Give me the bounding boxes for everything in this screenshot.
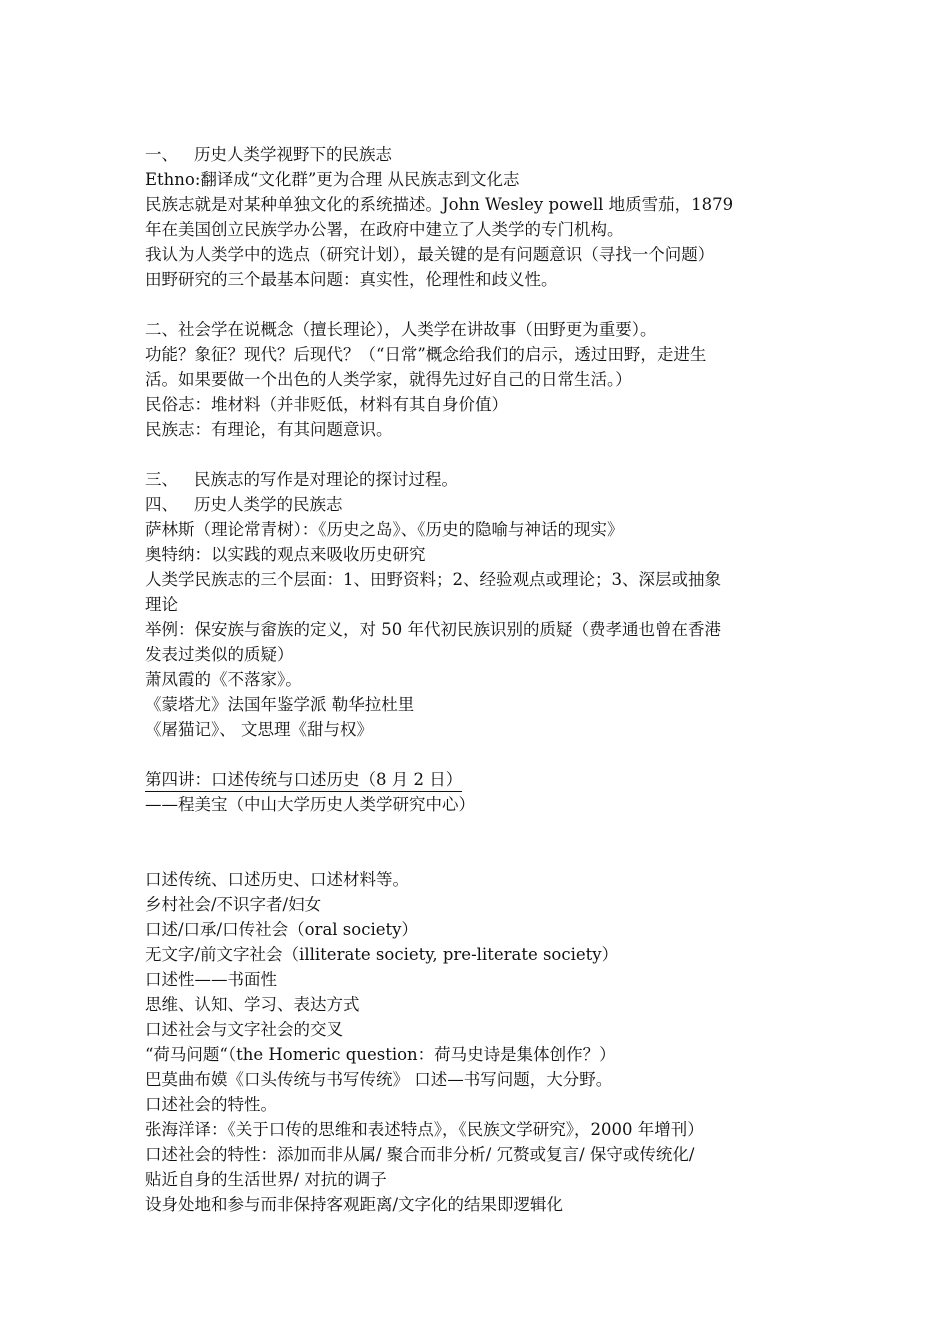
paragraph-line: 萨林斯（理论常青树）：《历史之岛》、《历史的隐喻与神话的现实》 (145, 520, 624, 539)
heading-text: 历史人类学视野下的民族志 (194, 145, 392, 164)
lecture-title-line (145, 767, 815, 792)
paragraph-line: Ethno:翻译成“文化群”更为合理 从民族志到文化志 (145, 170, 520, 189)
blank-line (145, 442, 815, 467)
section-heading (145, 492, 815, 517)
paragraph-line: “荷马问题“（the Homeric question：荷马史诗是集体创作？） (145, 1045, 616, 1064)
paragraph-line: 萧凤霞的《不落家》。 (145, 670, 302, 689)
paragraph-line: 功能？象征？现代？后现代？（“日常”概念给我们的启示，透过田野，走进生 (145, 345, 707, 364)
heading-number: 三、 (145, 470, 178, 489)
paragraph-line: 民族志：有理论，有其问题意识。 (145, 420, 393, 439)
paragraph-line: 年在美国创立民族学办公署，在政府中建立了人类学的专门机构。 (145, 220, 624, 239)
paragraph-line: 设身处地和参与而非保持客观距离/文字化的结果即逻辑化 (145, 1195, 564, 1214)
blank-line (145, 817, 815, 867)
paragraph-line: 奥特纳：以实践的观点来吸收历史研究 (145, 545, 426, 564)
paragraph-line: 《蒙塔尤》法国年鉴学派 勒华拉杜里 (145, 695, 415, 714)
paragraph-line: 思维、认知、学习、表达方式 (145, 995, 360, 1014)
paragraph-line: 理论 (145, 595, 178, 614)
lecture-title: 第四讲：口述传统与口述历史（8 月 2 日） (145, 768, 462, 792)
blank-line (145, 742, 815, 767)
paragraph-line: 发表过类似的质疑） (145, 645, 294, 664)
section-heading (145, 142, 815, 167)
paragraph-line: 口述社会与文字社会的交叉 (145, 1020, 343, 1039)
heading-text: 历史人类学的民族志 (194, 495, 343, 514)
paragraph-line: 张海洋译：《关于口传的思维和表述特点》，《民族文学研究》，2000 年增刊） (145, 1120, 704, 1139)
paragraph-line: 《屠猫记》、 文思理《甜与权》 (145, 720, 373, 739)
paragraph-line: 贴近自身的生活世界/ 对抗的调子 (145, 1170, 387, 1189)
section-heading: 二、社会学在说概念（擅长理论），人类学在讲故事（田野更为重要）。 (145, 320, 657, 339)
paragraph-line: 口述社会的特性：添加而非从属/ 聚合而非分析/ 冗赘或复言/ 保守或传统化/ (145, 1145, 695, 1164)
paragraph-line: 活。如果要做一个出色的人类学家，就得先过好自己的日常生活。） (145, 370, 632, 389)
paragraph-line: 口述/口承/口传社会（oral society） (145, 920, 418, 939)
paragraph-line: 口述性——书面性 (145, 970, 277, 989)
paragraph-line: 口述社会的特性。 (145, 1095, 277, 1114)
paragraph-line: 民族志就是对某种单独文化的系统描述。John Wesley powell 地质雪茄，1879 (145, 195, 734, 214)
paragraph-line: 举例：保安族与畲族的定义，对 50 年代初民族识别的质疑（费孝通也曾在香港 (145, 620, 721, 639)
heading-text: 民族志的写作是对理论的探讨过程。 (194, 470, 458, 489)
paragraph-line: 巴莫曲布嫫《口头传统与书写传统》 口述—书写问题，大分野。 (145, 1070, 613, 1089)
lecture-speaker: ——程美宝（中山大学历史人类学研究中心） (145, 795, 475, 814)
paragraph-line: 民俗志：堆材料（并非贬低，材料有其自身价值） (145, 395, 508, 414)
paragraph-line: 田野研究的三个最基本问题：真实性，伦理性和歧义性。 (145, 270, 558, 289)
paragraph-line: 人类学民族志的三个层面：1、田野资料；2、经验观点或理论；3、深层或抽象 (145, 570, 721, 589)
paragraph-line: 乡村社会/不识字者/妇女 (145, 895, 322, 914)
paragraph-line: 无文字/前文字社会（illiterate society, pre-literate society） (145, 945, 619, 964)
document-page (145, 142, 815, 1217)
heading-number: 一、 (145, 145, 178, 164)
section-heading (145, 467, 815, 492)
paragraph-line: 口述传统、口述历史、口述材料等。 (145, 870, 409, 889)
heading-number: 四、 (145, 495, 178, 514)
blank-line (145, 292, 815, 317)
paragraph-line: 我认为人类学中的选点（研究计划），最关键的是有问题意识（寻找一个问题） (145, 245, 715, 264)
